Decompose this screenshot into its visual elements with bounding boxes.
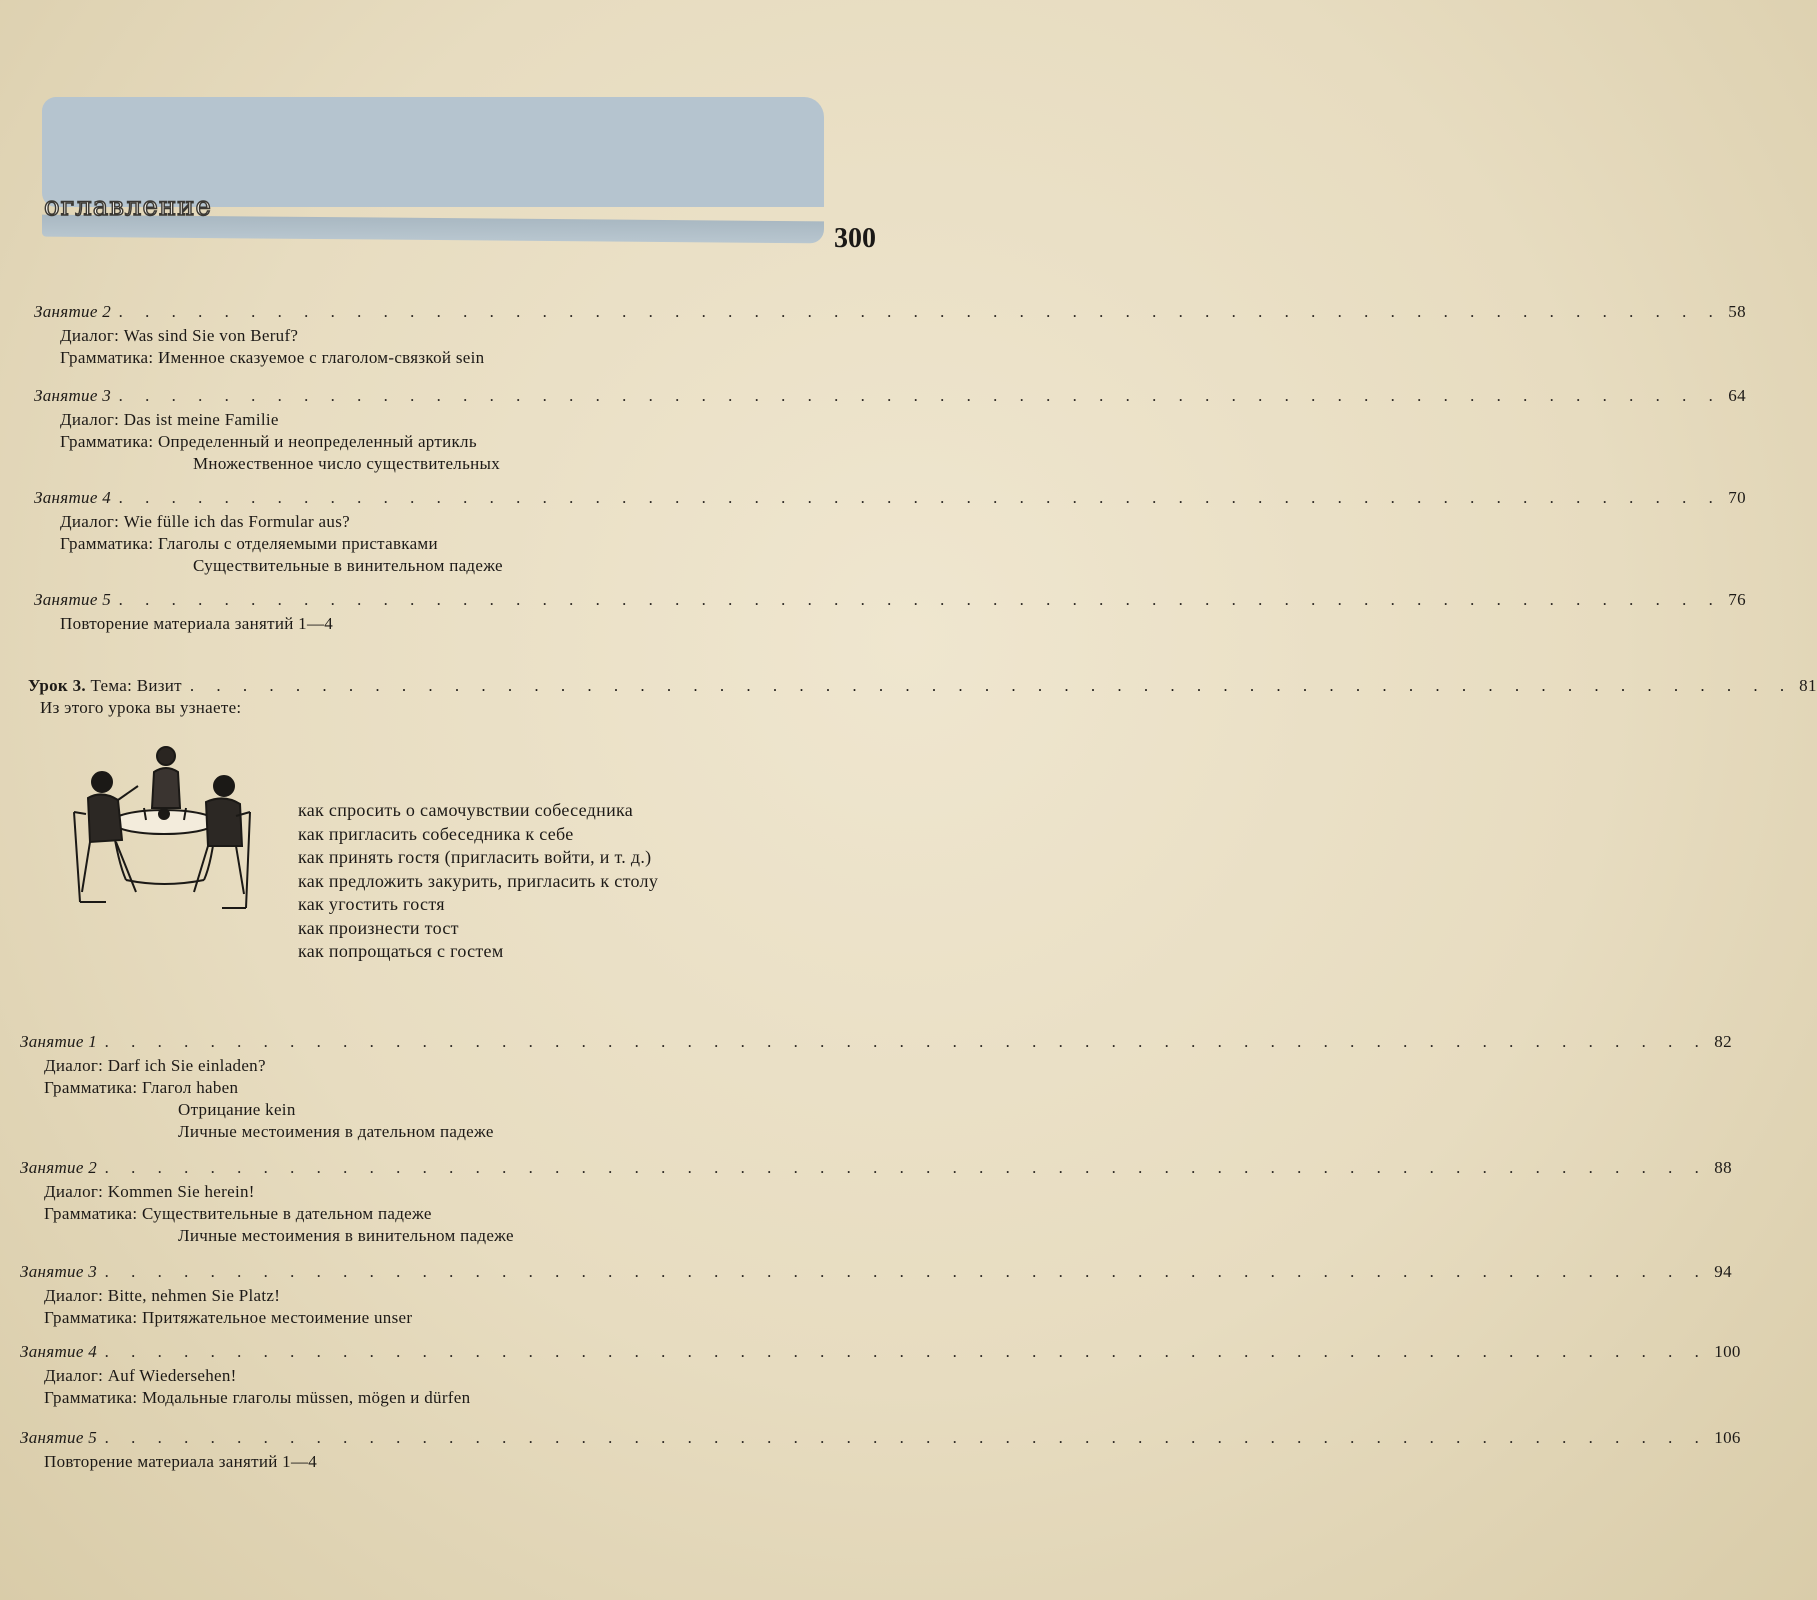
learning-goal-text: как предложить закурить, пригласить к столу [298,870,659,891]
unit-topic: Тема: Визит [85,676,182,695]
entry-text: Darf ich Sie einladen? [107,1056,266,1075]
entry-text: Kommen Sie herein! [107,1182,255,1201]
lesson-entry [44,1078,238,1098]
lesson-heading [34,590,1746,610]
lesson-label: Занятие 5 [34,590,112,609]
entry-key: Грамматика: [44,1204,142,1223]
entry-text: Личные местоимения в винительном падеже [178,1226,514,1245]
unit-intro-text: Из этого урока вы узнаете: [40,698,242,717]
unit-label: Урок 3. [28,676,86,695]
lesson-entry [44,1366,237,1386]
lesson-page: 82 [1714,1032,1732,1051]
entry-key: Диалог: [44,1286,108,1305]
lesson-entry [60,410,279,430]
lesson-heading [20,1158,1732,1178]
unit-intro [40,698,241,718]
entry-text: Глаголы с отделяемыми приставками [157,534,438,553]
entry-key: Диалог: [60,512,124,531]
lesson-entry [60,326,298,346]
lesson-label: Занятие 3 [34,386,112,405]
contents-title: оглавление [44,192,212,222]
lesson-entry [60,534,438,554]
entry-key: Диалог: [44,1182,108,1201]
entry-text: Личные местоимения в дательном падеже [178,1122,494,1141]
entry-text: Wie fülle ich das Formular aus? [123,512,350,531]
leader-dots: . . . . . . . . . . . . . . . . . . . . . . . . . . . . . . . . . . . . . . . . . . . . . . . . . . . . . . . . . . . . . [105,1158,1709,1177]
lesson-heading [34,386,1746,406]
leader-dots: . . . . . . . . . . . . . . . . . . . . . . . . . . . . . . . . . . . . . . . . . . . . . . . . . . . . . . . . . . . . . [105,1262,1709,1281]
lesson-page: 64 [1728,386,1746,405]
entry-text: Существительные в дательном падеже [141,1204,432,1223]
lesson-heading [34,488,1746,508]
lesson-entry [44,1056,266,1076]
lesson-heading [20,1262,1732,1282]
lesson-heading [20,1428,1741,1448]
learning-goal [298,918,459,938]
entry-text: Притяжательное местоимение unser [141,1308,413,1327]
entry-text: Именное сказуемое с глаголом-связкой sein [157,348,485,367]
lesson-heading [34,302,1746,322]
lesson-heading [20,1342,1741,1362]
lesson-page: 58 [1728,302,1746,321]
entry-key: Грамматика: [60,432,158,451]
lesson-entry [193,454,500,474]
entry-text: Was sind Sie von Beruf? [123,326,299,345]
learning-goal-text: как принять гостя (пригласить войти, и т. д.) [298,847,652,867]
lesson-label: Занятие 3 [20,1262,98,1281]
lesson-entry [178,1122,494,1142]
entry-text: Повторение материала занятий 1—4 [60,614,334,633]
lesson-entry [60,432,477,452]
entry-text: Bitte, nehmen Sie Platz! [107,1286,281,1305]
entry-key: Диалог: [60,410,124,429]
leader-dots: . . . . . . . . . . . . . . . . . . . . . . . . . . . . . . . . . . . . . . . . . . . . . . . . . . . . . . . . . . . . . [119,386,1723,405]
unit-heading [28,676,1817,696]
lesson-label: Занятие 5 [20,1428,98,1447]
lesson-heading [20,1032,1732,1052]
lesson-entry [193,556,503,576]
lesson-entry [60,348,484,368]
entry-text: Das ist meine Familie [123,410,279,429]
leader-dots: . . . . . . . . . . . . . . . . . . . . . . . . . . . . . . . . . . . . . . . . . . . . . . . . . . . . . . . . . . . . . [105,1342,1709,1361]
lesson-entry [44,1182,255,1202]
entry-text: Множественное число существительных [193,454,501,473]
lesson-entry [44,1308,412,1328]
lesson-entry [44,1204,432,1224]
lesson-entry [178,1226,514,1246]
lesson-page: 106 [1714,1428,1741,1447]
entry-text: Повторение материала занятий 1—4 [44,1452,318,1471]
entry-key: Грамматика: [44,1308,142,1327]
entry-key: Диалог: [44,1366,108,1385]
learning-goal-text: как спросить о самочувствии собеседника [298,800,634,820]
lesson-label: Занятие 4 [20,1342,98,1361]
entry-text: Модальные глаголы müssen, mögen и dürfen [141,1388,471,1407]
learning-goal [298,941,504,961]
learning-goal-text: как угостить гостя [298,894,445,914]
page-number: 300 [834,223,876,254]
learning-goal [298,800,633,820]
entry-key: Диалог: [60,326,124,345]
leader-dots: . . . . . . . . . . . . . . . . . . . . . . . . . . . . . . . . . . . . . . . . . . . . . . . . . . . . . . . . . . . . . [119,302,1723,321]
leader-dots: . . . . . . . . . . . . . . . . . . . . . . . . . . . . . . . . . . . . . . . . . . . . . . . . . . . . . . . . . . . . . [119,590,1723,609]
entry-text: Определенный и неопределенный артикль [157,432,477,451]
learning-goal-text: как попрощаться с гостем [298,941,504,961]
leader-dots: . . . . . . . . . . . . . . . . . . . . . . . . . . . . . . . . . . . . . . . . . . . . . . . . . . . . . . . . . . . . . [119,488,1723,507]
lesson-label: Занятие 2 [34,302,112,321]
lesson-entry [44,1388,470,1408]
entry-text: Отрицание kein [178,1100,296,1119]
learning-goal-text: как пригласить собеседника к себе [298,823,574,844]
lesson-entry [178,1100,296,1120]
lesson-label: Занятие 4 [34,488,112,507]
leader-dots: . . . . . . . . . . . . . . . . . . . . . . . . . . . . . . . . . . . . . . . . . . . . . . . . . . . . . . . . . . . . . [105,1428,1709,1447]
leader-dots: . . . . . . . . . . . . . . . . . . . . . . . . . . . . . . . . . . . . . . . . . . . . . . . . . . . . . . . . . . . . . [105,1032,1709,1051]
lesson-page: 70 [1728,488,1746,507]
lesson-entry [60,512,350,532]
learning-goal [298,824,574,844]
lesson-page: 76 [1728,590,1746,609]
lesson-page: 100 [1714,1342,1741,1361]
learning-goal [298,894,445,914]
entry-key: Диалог: [44,1056,108,1075]
lesson-page: 88 [1714,1158,1732,1177]
lesson-entry [60,614,333,634]
entry-key: Грамматика: [60,534,158,553]
entry-key: Грамматика: [44,1078,142,1097]
leader-dots: . . . . . . . . . . . . . . . . . . . . . . . . . . . . . . . . . . . . . . . . . . . . . . . . . . . . . . . . . . . . . [189,676,1794,695]
entry-text: Auf Wiedersehen! [107,1366,237,1385]
lesson-entry [44,1286,280,1306]
entry-key: Грамматика: [60,348,158,367]
learning-goal-text: как произнести тост [298,917,459,938]
learning-goal [298,871,658,891]
entry-text: Существительные в винительном падеже [193,556,503,575]
entry-key: Грамматика: [44,1388,142,1407]
lesson-page: 94 [1714,1262,1732,1281]
lesson-entry [44,1452,317,1472]
lesson-label: Занятие 1 [20,1032,98,1051]
learning-goal [298,847,651,867]
lesson-label: Занятие 2 [20,1158,98,1177]
unit-page: 81 [1799,676,1817,695]
entry-text: Глагол haben [141,1078,239,1097]
